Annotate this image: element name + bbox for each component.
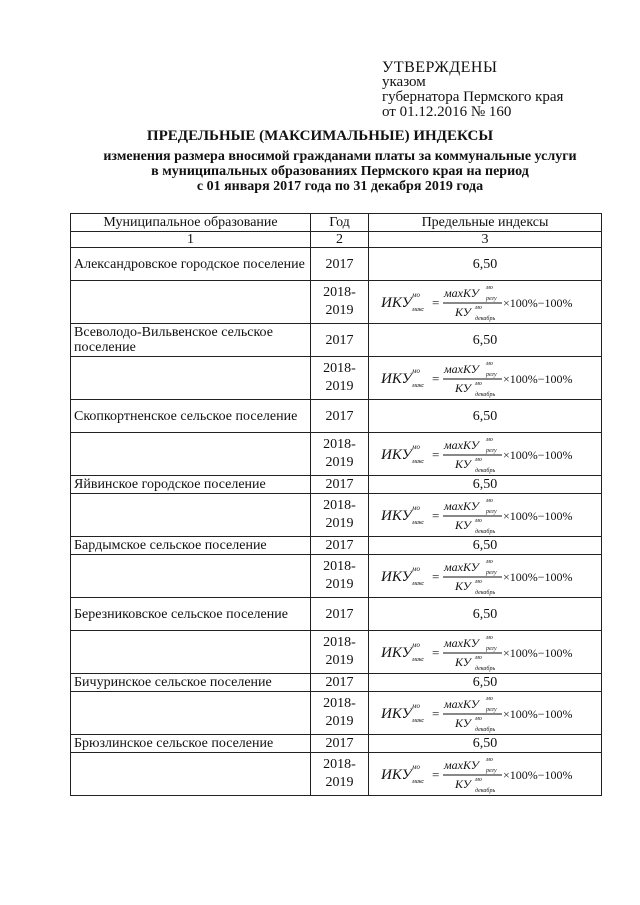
year-cell: 2018-2019 bbox=[311, 555, 369, 598]
municipality-name: Всеволодо-Вильвенское сельское поселение bbox=[71, 324, 311, 357]
formula-tail: ×100%−100% bbox=[503, 296, 573, 310]
formula-num-sup: мо bbox=[486, 437, 493, 443]
table-row-formula bbox=[71, 753, 602, 796]
formula-lhs-sub: макс bbox=[412, 581, 425, 587]
formula-denominator: КУ bbox=[455, 381, 471, 395]
column-number: 3 bbox=[369, 232, 602, 248]
formula-denominator: КУ bbox=[455, 579, 471, 593]
formula-tail: ×100%−100% bbox=[503, 768, 573, 782]
index-formula-cell bbox=[369, 433, 602, 476]
municipality-name: Брюзлинское сельское поселение bbox=[71, 735, 311, 753]
table-row bbox=[71, 324, 602, 357]
formula-lhs-sup: мо bbox=[412, 443, 420, 451]
index-formula bbox=[375, 358, 595, 398]
formula-num-sup: мо bbox=[486, 559, 493, 565]
formula-lhs: ИКУ bbox=[381, 706, 412, 722]
formula-den-sub: декабрь bbox=[475, 666, 496, 672]
formula-lhs: ИКУ bbox=[381, 295, 412, 311]
table-row bbox=[71, 476, 602, 494]
approval-line: указом bbox=[382, 74, 426, 90]
subtitle-line: с 01 января 2017 года по 31 декабря 2019 года bbox=[196, 179, 484, 194]
formula-tail: ×100%−100% bbox=[503, 570, 573, 584]
year-cell: 2017 bbox=[311, 598, 369, 631]
formula-lhs-sub: макс bbox=[412, 307, 425, 313]
svg-text:=: = bbox=[432, 645, 440, 660]
formula-lhs: ИКУ bbox=[381, 508, 412, 524]
formula-den-sup: мо bbox=[475, 457, 482, 463]
formula-den-sup: мо bbox=[475, 518, 482, 524]
formula-numerator: махКУ bbox=[444, 636, 479, 650]
indices-table bbox=[70, 213, 602, 796]
document-subtitle bbox=[60, 149, 620, 194]
year-cell: 2017 bbox=[311, 476, 369, 494]
svg-text:=: = bbox=[432, 706, 440, 721]
municipality-name: Бардымское сельское поселение bbox=[71, 537, 311, 555]
formula-den-sup: мо bbox=[475, 381, 482, 387]
municipality-name: Бичуринское сельское поселение bbox=[71, 674, 311, 692]
year-cell: 2018-2019 bbox=[311, 753, 369, 796]
year-cell: 2018-2019 bbox=[311, 494, 369, 537]
table-row-formula bbox=[71, 281, 602, 324]
year-cell: 2017 bbox=[311, 400, 369, 433]
formula-num-sup: мо bbox=[486, 757, 493, 763]
formula-lhs-sub: макс bbox=[412, 779, 425, 785]
table-row-formula bbox=[71, 631, 602, 674]
formula-numerator: махКУ bbox=[444, 499, 479, 513]
index-value: 6,50 bbox=[369, 735, 602, 753]
formula-num-sub: регу bbox=[486, 509, 497, 515]
municipality-name-empty bbox=[71, 631, 311, 674]
index-formula-cell bbox=[369, 494, 602, 537]
year-cell: 2017 bbox=[311, 537, 369, 555]
formula-num-sub: регу bbox=[486, 448, 497, 454]
formula-den-sup: мо bbox=[475, 655, 482, 661]
formula-num-sup: мо bbox=[486, 498, 493, 504]
formula-lhs: ИКУ bbox=[381, 645, 412, 661]
formula-numerator: махКУ bbox=[444, 758, 479, 772]
year-cell: 2018-2019 bbox=[311, 281, 369, 324]
formula-num-sub: регу bbox=[486, 646, 497, 652]
index-formula-cell bbox=[369, 357, 602, 400]
municipality-name-empty bbox=[71, 555, 311, 598]
formula-den-sub: декабрь bbox=[475, 788, 496, 794]
formula-den-sup: мо bbox=[475, 305, 482, 311]
formula-den-sub: декабрь bbox=[475, 316, 496, 322]
table-row bbox=[71, 735, 602, 753]
formula-num-sup: мо bbox=[486, 361, 493, 367]
formula-denominator: КУ bbox=[455, 457, 471, 471]
index-formula bbox=[375, 632, 595, 672]
header-indices: Предельные индексы bbox=[369, 214, 602, 232]
index-value: 6,50 bbox=[369, 476, 602, 494]
year-cell: 2017 bbox=[311, 324, 369, 357]
municipality-name-empty bbox=[71, 281, 311, 324]
table-row-formula bbox=[71, 692, 602, 735]
formula-lhs-sub: макс bbox=[412, 657, 425, 663]
svg-text:=: = bbox=[432, 569, 440, 584]
table-row-formula bbox=[71, 555, 602, 598]
formula-num-sup: мо bbox=[486, 696, 493, 702]
year-cell: 2017 bbox=[311, 735, 369, 753]
formula-den-sup: мо bbox=[475, 716, 482, 722]
formula-lhs-sub: макс bbox=[412, 718, 425, 724]
document-title: ПРЕДЕЛЬНЫЕ (МАКСИМАЛЬНЫЕ) ИНДЕКСЫ bbox=[146, 128, 494, 144]
formula-lhs-sup: мо bbox=[412, 763, 420, 771]
table-row bbox=[71, 598, 602, 631]
approval-line: губернатора Пермского края bbox=[382, 89, 564, 105]
header-year: Год bbox=[311, 214, 369, 232]
year-cell: 2017 bbox=[311, 674, 369, 692]
svg-text:=: = bbox=[432, 447, 440, 462]
municipality-name-empty bbox=[71, 692, 311, 735]
approval-date: от 01.12.2016 № 160 bbox=[382, 104, 512, 120]
index-formula-cell bbox=[369, 631, 602, 674]
approval-title: УТВЕРЖДЕНЫ bbox=[382, 59, 498, 76]
formula-lhs-sub: макс bbox=[412, 383, 425, 389]
formula-num-sub: регу bbox=[486, 707, 497, 713]
svg-text:=: = bbox=[432, 767, 440, 782]
formula-tail: ×100%−100% bbox=[503, 646, 573, 660]
subtitle-line: изменения размера вносимой гражданами платы за коммунальные услуги bbox=[103, 149, 577, 164]
table-row bbox=[71, 400, 602, 433]
index-value: 6,50 bbox=[369, 400, 602, 433]
index-formula bbox=[375, 495, 595, 535]
formula-numerator: махКУ bbox=[444, 697, 479, 711]
formula-lhs: ИКУ bbox=[381, 447, 412, 463]
formula-tail: ×100%−100% bbox=[503, 448, 573, 462]
table-row bbox=[71, 537, 602, 555]
formula-num-sup: мо bbox=[486, 635, 493, 641]
municipality-name: Березниковское сельское поселение bbox=[71, 598, 311, 631]
year-cell: 2018-2019 bbox=[311, 433, 369, 476]
formula-num-sub: регу bbox=[486, 768, 497, 774]
formula-numerator: махКУ bbox=[444, 438, 479, 452]
formula-denominator: КУ bbox=[455, 777, 471, 791]
formula-lhs-sub: макс bbox=[412, 459, 425, 465]
municipality-name: Яйвинское городское поселение bbox=[71, 476, 311, 494]
approval-stamp bbox=[382, 60, 563, 120]
formula-num-sub: регу bbox=[486, 570, 497, 576]
municipality-name-empty bbox=[71, 753, 311, 796]
formula-lhs: ИКУ bbox=[381, 767, 412, 783]
index-value: 6,50 bbox=[369, 248, 602, 281]
formula-lhs: ИКУ bbox=[381, 569, 412, 585]
formula-numerator: махКУ bbox=[444, 286, 479, 300]
index-value: 6,50 bbox=[369, 324, 602, 357]
index-formula-cell bbox=[369, 281, 602, 324]
index-formula-cell bbox=[369, 692, 602, 735]
column-number: 1 bbox=[71, 232, 311, 248]
table-row-formula bbox=[71, 357, 602, 400]
index-value: 6,50 bbox=[369, 674, 602, 692]
formula-num-sub: регу bbox=[486, 372, 497, 378]
formula-denominator: КУ bbox=[455, 305, 471, 319]
formula-lhs-sup: мо bbox=[412, 565, 420, 573]
formula-lhs-sup: мо bbox=[412, 504, 420, 512]
formula-lhs-sup: мо bbox=[412, 291, 420, 299]
formula-lhs: ИКУ bbox=[381, 371, 412, 387]
table-row-formula bbox=[71, 494, 602, 537]
index-formula bbox=[375, 754, 595, 794]
formula-den-sup: мо bbox=[475, 579, 482, 585]
subtitle-line: в муниципальных образованиях Пермского края на период bbox=[151, 164, 529, 179]
municipality-name-empty bbox=[71, 357, 311, 400]
svg-text:=: = bbox=[432, 295, 440, 310]
svg-text:=: = bbox=[432, 371, 440, 386]
formula-den-sub: декабрь bbox=[475, 590, 496, 596]
index-value: 6,50 bbox=[369, 537, 602, 555]
formula-den-sub: декабрь bbox=[475, 392, 496, 398]
year-cell: 2017 bbox=[311, 248, 369, 281]
formula-den-sup: мо bbox=[475, 777, 482, 783]
index-formula bbox=[375, 556, 595, 596]
header-municipality: Муниципальное образование bbox=[71, 214, 311, 232]
table-row bbox=[71, 248, 602, 281]
municipality-name-empty bbox=[71, 433, 311, 476]
formula-den-sub: декабрь bbox=[475, 468, 496, 474]
year-cell: 2018-2019 bbox=[311, 357, 369, 400]
formula-num-sup: мо bbox=[486, 285, 493, 291]
municipality-name: Скопкортненское сельское поселение bbox=[71, 400, 311, 433]
formula-den-sub: декабрь bbox=[475, 727, 496, 733]
formula-denominator: КУ bbox=[455, 655, 471, 669]
formula-denominator: КУ bbox=[455, 518, 471, 532]
year-cell: 2018-2019 bbox=[311, 692, 369, 735]
index-formula-cell bbox=[369, 555, 602, 598]
municipality-name: Александровское городское поселение bbox=[71, 248, 311, 281]
formula-lhs-sup: мо bbox=[412, 641, 420, 649]
municipality-name-empty bbox=[71, 494, 311, 537]
index-formula bbox=[375, 282, 595, 322]
formula-num-sub: регу bbox=[486, 296, 497, 302]
index-formula-cell bbox=[369, 753, 602, 796]
svg-text:=: = bbox=[432, 508, 440, 523]
year-cell: 2018-2019 bbox=[311, 631, 369, 674]
formula-lhs-sub: макс bbox=[412, 520, 425, 526]
formula-tail: ×100%−100% bbox=[503, 707, 573, 721]
index-formula bbox=[375, 434, 595, 474]
index-value: 6,50 bbox=[369, 598, 602, 631]
formula-numerator: махКУ bbox=[444, 560, 479, 574]
formula-tail: ×100%−100% bbox=[503, 509, 573, 523]
formula-lhs-sup: мо bbox=[412, 702, 420, 710]
table-row-formula bbox=[71, 433, 602, 476]
formula-lhs-sup: мо bbox=[412, 367, 420, 375]
table-row bbox=[71, 674, 602, 692]
formula-denominator: КУ bbox=[455, 716, 471, 730]
formula-numerator: махКУ bbox=[444, 362, 479, 376]
formula-tail: ×100%−100% bbox=[503, 372, 573, 386]
formula-den-sub: декабрь bbox=[475, 529, 496, 535]
column-number: 2 bbox=[311, 232, 369, 248]
index-formula bbox=[375, 693, 595, 733]
